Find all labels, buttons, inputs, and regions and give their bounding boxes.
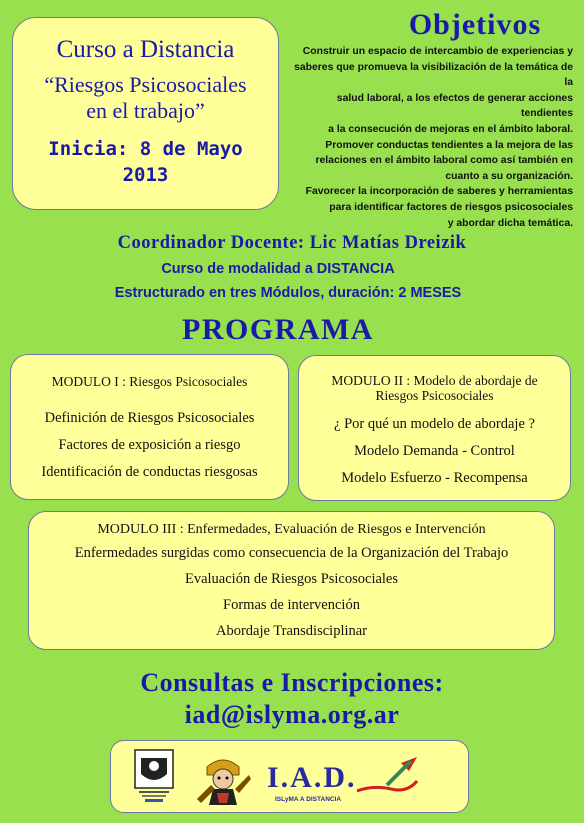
- objetivo-line: Promover conductas tendientes a la mejora de las: [325, 139, 573, 151]
- module-3-item: Evaluación de Riesgos Psicosociales: [184, 571, 399, 587]
- start-date-line2: 2013: [122, 164, 169, 186]
- module-2-title-line2: Riesgos Psicosociales: [375, 388, 494, 403]
- course-heading: Curso a Distancia: [56, 36, 235, 63]
- objetivos-text: [283, 44, 573, 231]
- objetivo-line: y abordar dicha temática.: [447, 217, 573, 229]
- module-3-item: Abordaje Transdisciplinar: [215, 623, 368, 639]
- module-3-item: Enfermedades surgidas como consecuencia de la Organización del Trabajo: [74, 545, 509, 561]
- module-1-item: Identificación de conductas riesgosas: [41, 464, 258, 480]
- iad-logo-text: I.A.D.: [267, 761, 357, 794]
- objetivo-line: a la consecución de mejoras en el ámbito laboral.: [328, 123, 573, 135]
- module-1-item: Factores de exposición a riesgo: [58, 437, 241, 453]
- module-2-item: ¿ Por qué un modelo de abordaje ?: [334, 416, 535, 432]
- module-2-item: Modelo Esfuerzo - Recompensa: [341, 470, 528, 486]
- objetivo-line: Construir un espacio de intercambio de experiencias y: [302, 46, 573, 57]
- start-date-line1: Inicia: 8 de Mayo: [48, 138, 243, 160]
- course-info-box: [12, 17, 279, 210]
- course-title-line1: “Riesgos Psicosociales: [44, 72, 247, 97]
- structure-line: Estructurado en tres Módulos, duración: 2 MESES: [114, 285, 462, 301]
- module-2-title-line1: MODULO II : Modelo de abordaje de: [331, 373, 538, 388]
- objetivo-line: cuanto a su organización.: [445, 170, 573, 182]
- programa-title: PROGRAMA: [182, 313, 374, 346]
- module-3-box: [28, 511, 555, 650]
- module-1-title: MODULO I : Riesgos Psicosociales: [51, 374, 248, 389]
- module-3-item: Formas de intervención: [223, 597, 360, 613]
- course-title-line2: en el trabajo”: [86, 98, 205, 123]
- iad-logo-subtitle: ISLyMA A DISTANCIA: [275, 796, 342, 803]
- objetivo-line: Favorecer la incorporación de saberes y herramientas: [305, 186, 573, 198]
- module-1-box: [10, 354, 289, 500]
- objetivo-line: para identificar factores de riesgos psicosociales: [329, 201, 573, 213]
- objetivos-title: Objetivos: [408, 8, 542, 41]
- iad-logo: [261, 755, 421, 805]
- mascot-logo: [193, 749, 253, 807]
- objetivo-line: saberes que promueva la visibilización de la temática de la: [294, 61, 573, 89]
- logos-box: [110, 740, 469, 813]
- module-2-item: Modelo Demanda - Control: [354, 443, 515, 459]
- objetivo-line: salud laboral, a los efectos de generar acciones tendientes: [336, 92, 573, 120]
- contact-label: Consultas e Inscripciones:: [140, 668, 444, 697]
- objetivo-line: relaciones en el ámbito laboral como así también en: [315, 155, 573, 167]
- module-3-title: MODULO III : Enfermedades, Evaluación de Riesgos e Intervención: [97, 522, 486, 537]
- module-1-item: Definición de Riesgos Psicosociales: [44, 410, 255, 426]
- contact-email[interactable]: iad@islyma.org.ar: [184, 700, 400, 729]
- module-2-box: [298, 355, 571, 501]
- module-2-title: [299, 373, 570, 403]
- institute-logo: [133, 748, 175, 806]
- modality-line: Curso de modalidad a DISTANCIA: [161, 261, 395, 277]
- coordinator-line: Coordinador Docente: Lic Matías Dreizik: [117, 233, 467, 253]
